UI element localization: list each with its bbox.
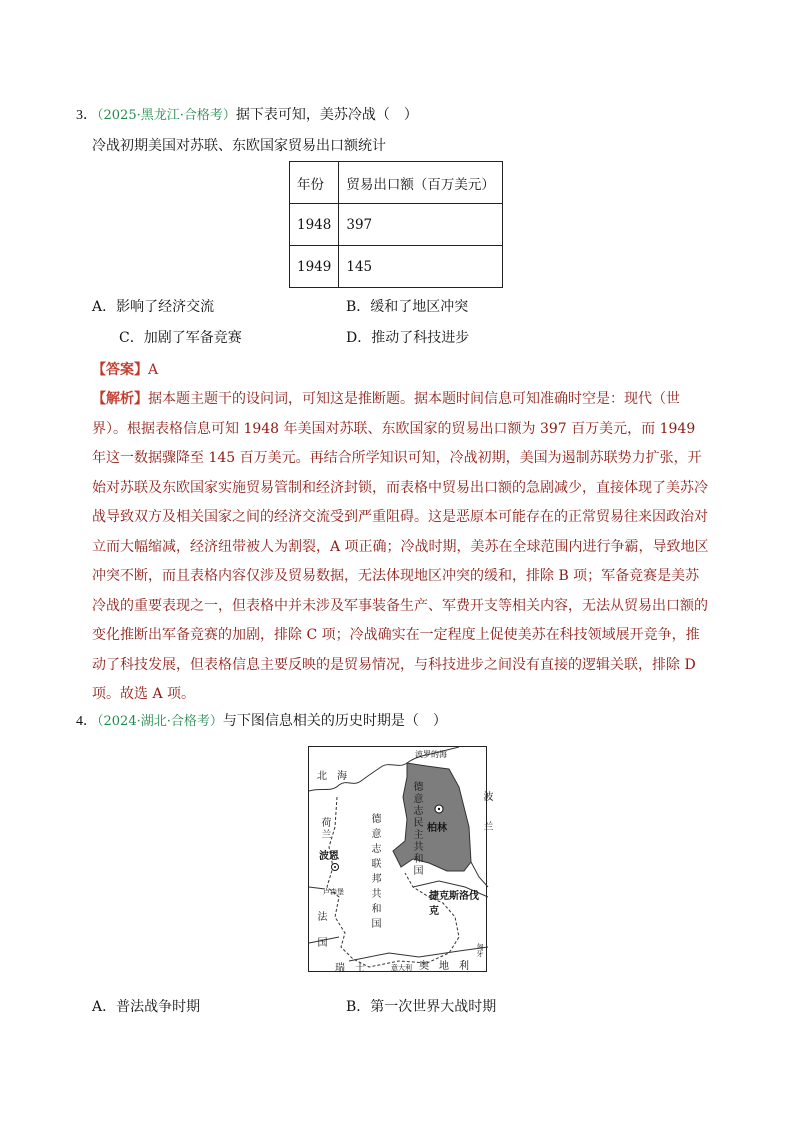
map-label-czech: 捷克斯洛伐克 [429, 891, 479, 917]
option-b: B．第一次世界大战时期 [346, 999, 497, 1015]
map-label-berlin: 柏林 [427, 823, 447, 834]
question-number: 4． [76, 714, 97, 729]
table-header-row [290, 162, 503, 204]
option-c: C．加剧了军备竞赛 [119, 330, 242, 346]
analysis-block [92, 385, 712, 710]
table-cell: 397 [339, 204, 503, 246]
question-stem: 据下表可知，美苏冷战（ ） [235, 107, 418, 123]
map-label-hungary: 匈牙 [476, 943, 484, 957]
map-label-austria: 奥 地 利 [419, 961, 469, 972]
analysis-label: 【解析】 [92, 391, 148, 407]
answer-value: A [148, 362, 159, 378]
map-label-poland: 波兰 [481, 791, 492, 851]
map-label-switzerland: 瑞 士 [335, 963, 365, 974]
answer-label: 【答案】 [92, 362, 148, 378]
question-source: （2024·湖北·合格考） [97, 714, 223, 729]
map-label-italy: 意大利 [391, 964, 412, 972]
table-row [290, 246, 503, 288]
option-d: D．推动了科技进步 [346, 330, 470, 346]
question-stem: 与下图信息相关的历史时期是（ ） [222, 713, 447, 729]
map-label-frg: 德意志联邦共和国 [369, 813, 380, 933]
trade-table [289, 161, 503, 288]
table-header-cell: 贸易出口额（百万美元） [339, 162, 503, 204]
answer-line [92, 359, 158, 379]
question-source: （2025·黑龙江·合格考） [97, 108, 236, 123]
analysis-text: 据本题主题干的设问词，可知这是推断题。据本题时间信息可知准确时空是：现代（世界）。根据表格信息可知 1948 年美国对苏联、东欧国家的贸易出口额为 397 百万美元，而 1949 年这一数据骤降至 145 百万美元。再结合所学知识可知，冷战初期，美国为遏制苏联势力扩张，开始对苏联及东欧国家实施贸易管制和经济封锁，而表格中贸易出口额的急剧减少，直接体现了美苏冷战导致双方及相关国家之间的经济交流受到严重阻碍。这是恶原本可能存在的正常贸易往来因政治对立而大幅缩减，经济纽带被人为割裂，A 项正确；冷战时期，美苏在全球范围内进行争霸，导致地区冲突不断，而且表格内容仅涉及贸易数据，无法体现地区冲突的缓和，排除 B 项；军备竞赛是美苏冷战的重要表现之一，但表格中并未涉及军事装备生产、军费开支等相关内容，无法从贸易出口额的变化推断出军备竞赛的加剧，排除 C 项；冷战确实在一定程度上促使美苏在科技领域展开竞争，推动了科技发展，但表格信息主要反映的是贸易情况，与科技进步之间没有直接的逻辑关联，排除 D 项。故选 A 项。 [92, 391, 709, 702]
question-number: 3． [76, 108, 97, 123]
map-label-baltic: 波罗的海 [415, 750, 447, 759]
question-3-header [76, 104, 418, 124]
table-caption: 冷战初期美国对苏联、东欧国家贸易出口额统计 [92, 138, 386, 154]
map-label-north-sea: 北 海 [317, 771, 347, 782]
question-4-header [76, 710, 447, 730]
table-header-cell: 年份 [290, 162, 339, 204]
table-cell: 1948 [290, 204, 339, 246]
option-a: A．影响了经济交流 [92, 299, 215, 315]
germany-map [308, 746, 492, 974]
map-label-france: 法国 [315, 911, 326, 963]
table-cell: 1949 [290, 246, 339, 288]
table-row [290, 204, 503, 246]
option-b: B．缓和了地区冲突 [346, 299, 469, 315]
map-label-luxembourg: 卢森堡 [323, 888, 344, 896]
option-a: A．普法战争时期 [92, 999, 201, 1015]
map-label-bonn: 波恩 [319, 851, 339, 862]
table-cell: 145 [339, 246, 503, 288]
map-label-netherlands: 荷兰 [319, 817, 330, 841]
map-label-gdr: 德意志民主共和国 [411, 781, 422, 877]
